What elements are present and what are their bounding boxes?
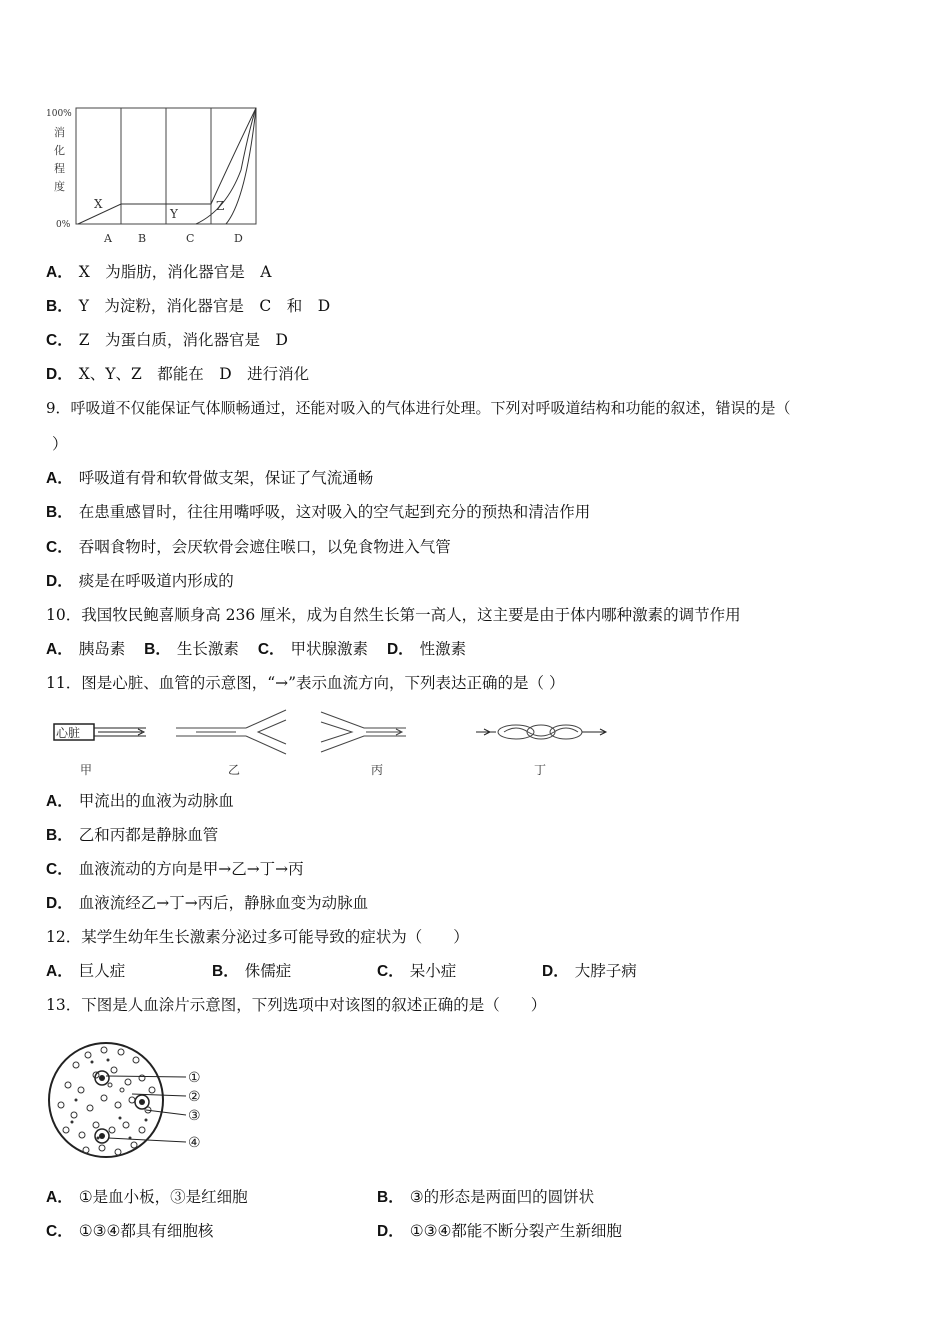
vessel-label-bing: 丙 bbox=[371, 763, 384, 777]
blood-smear-diagram bbox=[46, 1030, 226, 1175]
q9-option-d[interactable]: D． 痰是在呼吸道内形成的 bbox=[46, 572, 234, 590]
q9-stem: 9．呼吸道不仅能保证气体顺畅通过，还能对吸入的气体进行处理。下列对呼吸道结构和功能的叙述，错误的是（ bbox=[46, 399, 791, 417]
marker-4: ④ bbox=[188, 1135, 201, 1151]
q10-options bbox=[46, 639, 466, 660]
q12-stem: 12．某学生幼年生长激素分泌过多可能导致的症状为（ ） bbox=[46, 928, 469, 946]
vessel-label-ding: 丁 bbox=[534, 763, 547, 777]
q11-option-d[interactable]: D． 血液流经乙→丁→丙后，静脉血变为动脉血 bbox=[46, 894, 369, 912]
q9-option-c[interactable]: C． 吞咽食物时，会厌软骨会遮住喉口，以免食物进入气管 bbox=[46, 538, 451, 556]
q12-option-b[interactable]: B． 侏儒症 bbox=[212, 962, 292, 980]
curve-x bbox=[78, 108, 256, 224]
q11-option-b[interactable]: B． 乙和丙都是静脉血管 bbox=[46, 826, 219, 844]
q11-stem: 11．图是心脏、血管的示意图，“→”表示血流方向，下列表达正确的是（ ） bbox=[46, 674, 565, 692]
curve-label-y: Y bbox=[170, 207, 178, 221]
x-tick-label: C bbox=[186, 232, 195, 245]
digestion-graph bbox=[46, 100, 266, 250]
q8-option-b[interactable]: B． Y 为淀粉，消化器官是 C 和 D bbox=[46, 297, 331, 315]
vessel-diagram bbox=[46, 702, 626, 780]
q8-option-d[interactable]: D． X、Y、Z 都能在 D 进行消化 bbox=[46, 365, 310, 383]
marker-1: ① bbox=[188, 1070, 201, 1086]
q10-option-b[interactable]: B． 生长激素 bbox=[144, 640, 239, 658]
q13-option-d[interactable]: D． ①③④都能不断分裂产生新细胞 bbox=[377, 1222, 622, 1240]
y-axis-label-char: 消 bbox=[54, 126, 65, 139]
q11-option-a[interactable]: A． 甲流出的血液为动脉血 bbox=[46, 792, 234, 810]
q9-option-a[interactable]: A． 呼吸道有骨和软骨做支架，保证了气流通畅 bbox=[46, 469, 374, 487]
q13-stem: 13．下图是人血涂片示意图，下列选项中对该图的叙述正确的是（ ） bbox=[46, 996, 547, 1014]
q12-option-c[interactable]: C． 呆小症 bbox=[377, 962, 457, 980]
vessel-label-yi: 乙 bbox=[228, 763, 241, 777]
q10-option-c[interactable]: C． 甲状腺激素 bbox=[257, 640, 369, 658]
q8-option-a[interactable]: A． X 为脂肪，消化器官是 A bbox=[46, 263, 272, 281]
q12-option-d[interactable]: D． 大脖子病 bbox=[542, 962, 637, 980]
q10-option-a[interactable]: A． 胰岛素 bbox=[46, 640, 126, 658]
q11-option-c[interactable]: C． 血液流动的方向是甲→乙→丁→丙 bbox=[46, 860, 304, 878]
y-axis-label-char: 化 bbox=[54, 144, 65, 157]
q13-option-a[interactable]: A． ①是血小板，③是红细胞 bbox=[46, 1188, 248, 1206]
x-tick-label: B bbox=[138, 232, 147, 245]
q13-option-c[interactable]: C． ①③④都具有细胞核 bbox=[46, 1222, 214, 1240]
q13-option-b[interactable]: B． ③的形态是两面凹的圆饼状 bbox=[377, 1188, 595, 1206]
q9-option-b[interactable]: B． 在患重感冒时，往往用嘴呼吸，这对吸入的空气起到充分的预热和清洁作用 bbox=[46, 503, 591, 521]
y-axis-bottom-label: 0% bbox=[56, 220, 71, 230]
x-tick-label: D bbox=[234, 232, 243, 245]
q8-option-c[interactable]: C． Z 为蛋白质，消化器官是 D bbox=[46, 331, 288, 349]
x-tick-label: A bbox=[104, 232, 112, 245]
marker-3: ③ bbox=[188, 1108, 201, 1124]
y-axis-label-char: 度 bbox=[54, 180, 65, 193]
q10-option-d[interactable]: D． 性激素 bbox=[386, 640, 467, 658]
curve-label-x: X bbox=[94, 197, 103, 211]
q12-option-a[interactable]: A． 巨人症 bbox=[46, 962, 126, 980]
vessel-label-jia: 甲 bbox=[80, 763, 93, 777]
curve-label-z: Z bbox=[216, 199, 225, 213]
y-axis-top-label: 100% bbox=[46, 109, 72, 119]
y-axis-label-char: 程 bbox=[54, 162, 65, 175]
q10-stem: 10．我国牧民鲍喜顺身高 236 厘米，成为自然生长第一高人，这主要是由于体内哪种激素的调节作用 bbox=[46, 606, 741, 624]
heart-label: 心脏 bbox=[56, 726, 81, 740]
marker-2: ② bbox=[188, 1089, 201, 1105]
q9-stem-end: ） bbox=[52, 435, 68, 453]
